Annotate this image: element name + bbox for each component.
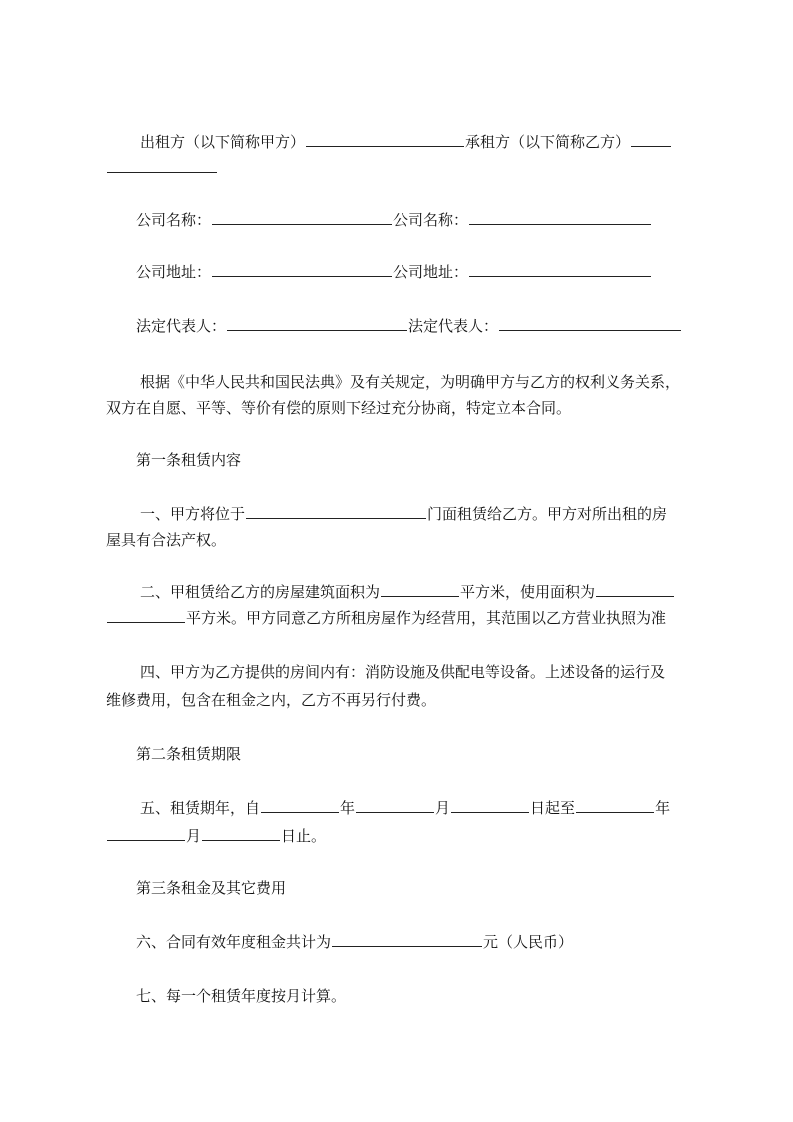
lessee-blank-cont[interactable]: [107, 171, 217, 173]
lessee-address-label: 公司地址：: [393, 263, 469, 281]
building-area-blank[interactable]: [381, 595, 459, 597]
item6-text-b: 元（人民币）: [483, 933, 574, 951]
usable-area-blank[interactable]: [596, 595, 674, 597]
article1-title: 第一条租赁内容: [136, 451, 242, 469]
lessor-rep-label: 法定代表人：: [136, 317, 227, 335]
usable-area-blank-cont[interactable]: [107, 621, 185, 623]
year-label: 年: [340, 799, 356, 817]
lessor-label: 出租方（以下简称甲方）: [140, 133, 306, 151]
start-month-blank[interactable]: [356, 811, 434, 813]
legal-rep-line: [136, 312, 682, 340]
item1-text-b: 门面租赁给乙方。甲方对所出租的房: [427, 505, 668, 523]
company-name-line: [136, 206, 652, 234]
month-label: 月: [435, 799, 451, 817]
parties-line-cont: [106, 154, 218, 182]
lessor-rep-blank[interactable]: [227, 329, 407, 331]
item1-text-a: 一、甲方将位于: [140, 505, 246, 523]
item2-text-c: 平方米。甲方同意乙方所租房屋作为经营用，其范围以乙方营业执照为准: [186, 609, 667, 627]
item5-line-cont: [106, 822, 326, 850]
item6-text-a: 六、合同有效年度租金共计为: [136, 933, 332, 951]
start-year-blank[interactable]: [261, 811, 339, 813]
lessor-address-blank[interactable]: [212, 275, 392, 277]
lessee-address-blank[interactable]: [469, 275, 651, 277]
article3-title: 第三条租金及其它费用: [136, 879, 287, 897]
lessee-rep-blank[interactable]: [499, 329, 681, 331]
item6-line: [136, 928, 573, 956]
parties-line: [140, 128, 672, 156]
lessee-blank[interactable]: [631, 145, 671, 147]
item1-line: [140, 500, 667, 528]
item5-text-a: 五、租赁期年，自: [140, 799, 261, 817]
preamble-line-1: 根据《中华人民共和国民法典》及有关规定，为明确甲方与乙方的权利义务关系，: [140, 373, 681, 391]
lessor-company-name-blank[interactable]: [212, 223, 392, 225]
day-from-label: 日起至: [530, 799, 576, 817]
day-end-label: 日止。: [281, 827, 327, 845]
location-blank[interactable]: [246, 517, 426, 519]
end-month-blank[interactable]: [107, 839, 185, 841]
end-year-label: 年: [655, 799, 671, 817]
lessor-address-label: 公司地址：: [136, 263, 212, 281]
item1-text-c: 屋具有合法产权。: [106, 531, 227, 549]
item5-line: [140, 794, 670, 822]
item4-text-a: 四、甲方为乙方提供的房间内有：消防设施及供配电等设备。上述设备的运行及: [140, 663, 666, 681]
item2-text-a: 二、甲租赁给乙方的房屋建筑面积为: [140, 583, 381, 601]
end-year-blank[interactable]: [576, 811, 654, 813]
item2-line-cont: [106, 604, 666, 632]
item2-text-b: 平方米，使用面积为: [460, 583, 596, 601]
start-day-blank[interactable]: [451, 811, 529, 813]
company-address-line: [136, 258, 652, 286]
lessee-company-name-label: 公司名称：: [393, 211, 469, 229]
item2-line: [140, 578, 675, 606]
rent-total-blank[interactable]: [332, 945, 482, 947]
end-month-label: 月: [186, 827, 202, 845]
lessee-rep-label: 法定代表人：: [408, 317, 499, 335]
lessor-blank[interactable]: [306, 145, 464, 147]
lessor-company-name-label: 公司名称：: [136, 211, 212, 229]
lessee-company-name-blank[interactable]: [469, 223, 651, 225]
item4-text-b: 维修费用，包含在租金之内，乙方不再另行付费。: [106, 691, 437, 709]
end-day-blank[interactable]: [202, 839, 280, 841]
preamble-line-2: 双方在自愿、平等、等价有偿的原则下经过充分协商，特定立本合同。: [106, 399, 572, 417]
lessee-label: 承租方（以下简称乙方）: [465, 133, 631, 151]
article2-title: 第二条租赁期限: [136, 745, 242, 763]
item7-text: 七、每一个租赁年度按月计算。: [136, 987, 347, 1005]
